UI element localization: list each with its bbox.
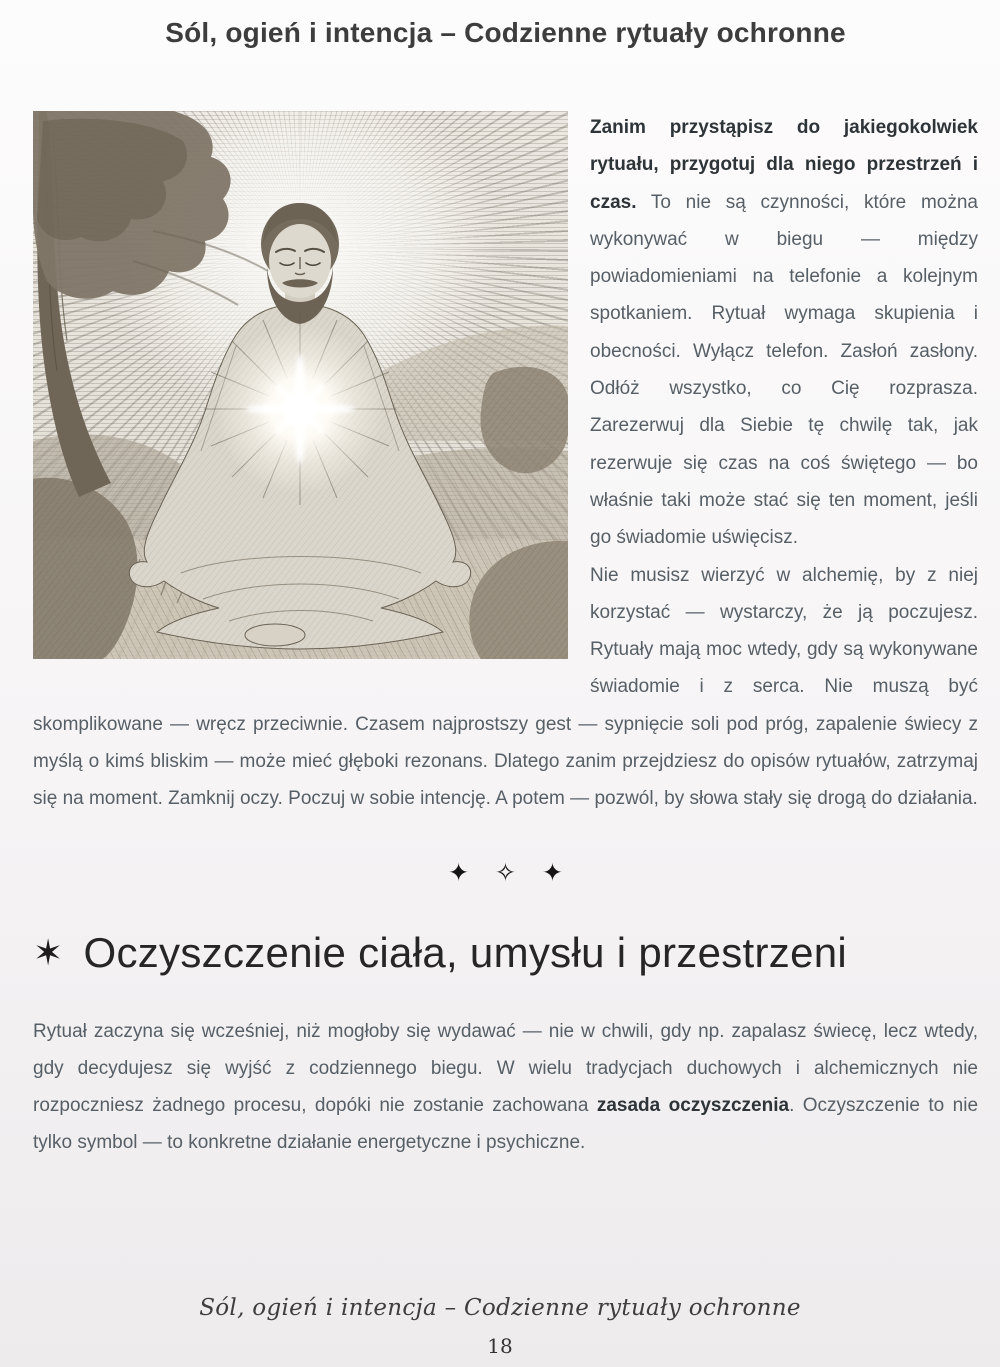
article-body	[33, 109, 978, 818]
footer-running-title: Sól, ogień i intencja – Codzienne rytuały ochronne	[199, 1295, 801, 1321]
second-paragraph: Nie musisz wierzyć w alchemię, by z niej korzystać — wystarczy, że ją poczujesz. Rytuały mają moc wtedy, gdy są wykonywane świadomie i z serca. Nie muszą być skomplikowane — wręcz przeciwnie. Czasem najprostszy gest — sypnięcie soli pod próg, zapalenie świecy z myślą o kimś bliskim — może mieć głęboki rezonans. Dlatego zanim przejdziesz do opisów rytuałów, zatrzymaj się na moment. Zamknij oczy. Poczuj w sobie intencję. A potem — pozwól, by słowa stały się drogą do działania.	[33, 564, 978, 810]
page-content	[0, 17, 1000, 1162]
section-heading-text: Oczyszczenie ciała, umysłu i przestrzeni	[83, 928, 848, 976]
section-bold-text: zasada oczyszczenia	[596, 1095, 790, 1117]
section-heading	[33, 928, 978, 978]
six-pointed-star-icon: ✶	[33, 931, 64, 973]
section-paragraph	[33, 1013, 978, 1162]
page-number: 18	[487, 1334, 513, 1358]
head	[261, 203, 339, 324]
divider-star-outline-icon: ✧	[495, 858, 516, 887]
section-text-before: Rytuał zaczyna się wcześniej, niż mogłoby się wydawać — nie w chwili, gdy np. zapalasz świecę, lecz wtedy, gdy decydujesz się wyjść z codziennego biegu. W wielu tradycjach duchowych i alchemicznych nie rozpoczniesz żadnego procesu, dopóki nie zostanie zachowana	[33, 1020, 978, 1117]
page-title: Sól, ogień i intencja – Codzienne rytuały ochronne	[165, 17, 846, 48]
intro-bold-text: Zanim przystąpisz do jakiegokolwiek rytuału, przygotuj dla niego przestrzeń i czas.	[590, 117, 978, 213]
chest-glow	[214, 323, 386, 495]
book-page	[0, 17, 1000, 1367]
meditation-engraving-figure	[33, 111, 568, 659]
section-text-after: . Oczyszczenie to nie tylko symbol — to konkretne działanie energetyczne i psychiczne.	[33, 1095, 979, 1154]
engraving-scene	[33, 111, 568, 659]
divider-star-icon: ✦	[541, 858, 563, 887]
intro-rest-text: To nie są czynności, które można wykonywać w biegu — między powiadomieniami na telefonie a kolejnym spotkaniem. Rytuał wymaga skupienia i obecności. Wyłącz telefon. Zasłoń zasłony. Odłóż wszystko, co Cię rozprasza. Zarezerwuj dla Siebie tę chwilę tak, jak rezerwuje się czas na coś świętego — bo właśnie taki może stać się ten moment, jeśli go świadomie uświęcisz.	[590, 191, 978, 549]
divider-star-icon: ✦	[448, 858, 470, 887]
star-divider	[33, 858, 978, 888]
